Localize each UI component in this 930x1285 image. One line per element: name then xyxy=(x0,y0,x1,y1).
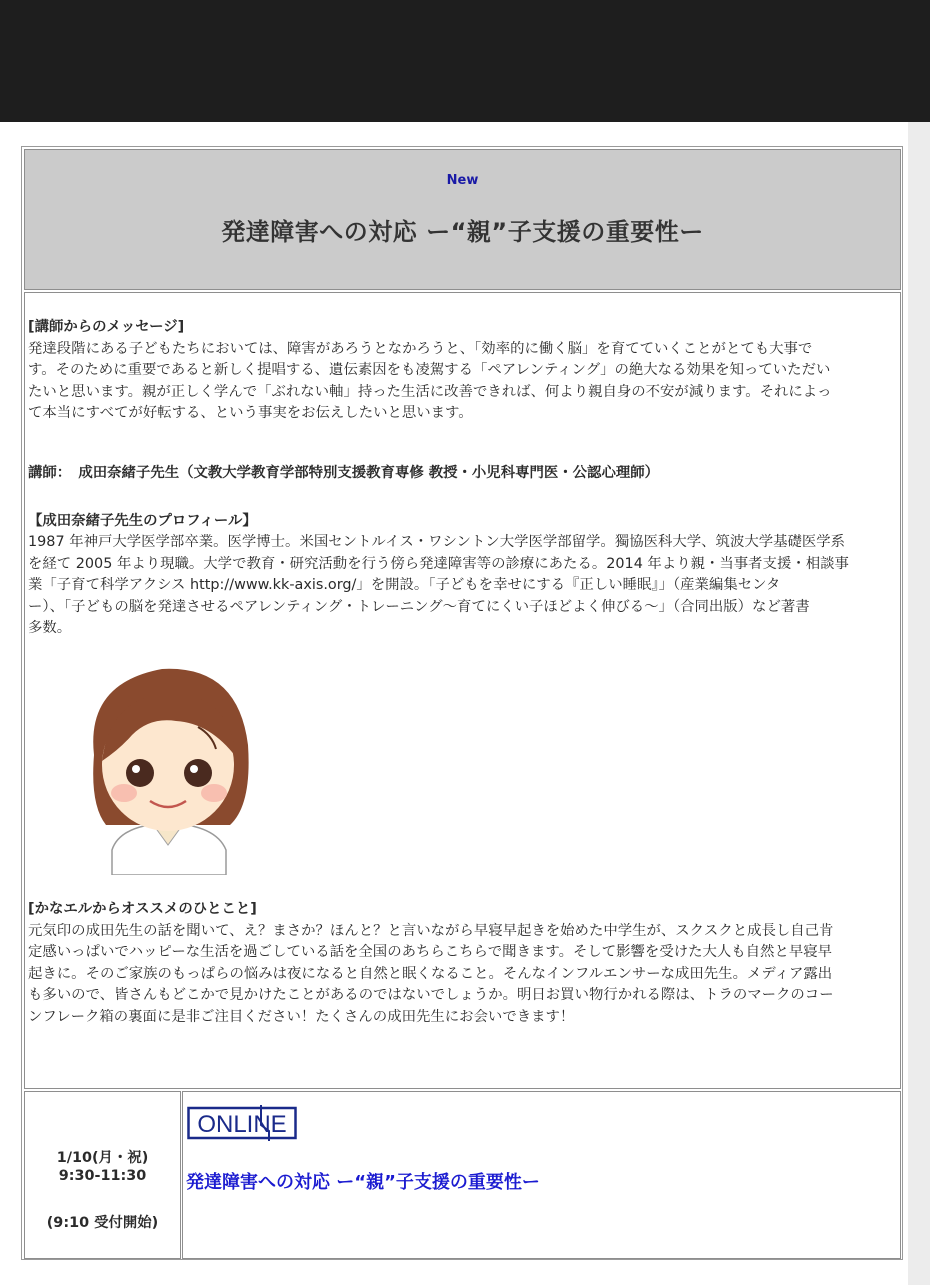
event-header xyxy=(24,149,901,290)
online-badge-icon xyxy=(187,1105,299,1141)
event-time: 9:30-11:30 xyxy=(58,1168,147,1184)
profile-line: 1987 年神戸大学医学部卒業。医学博士。米国セントルイス・ワシントン大学医学部留学。獨協医科大学、筑波大学基礎医学系 xyxy=(28,534,846,550)
new-badge: New xyxy=(446,173,479,188)
recommend-line: 起きに。そのご家族のもっぱらの悩みは夜になると自然と眠くなること。そんなインフルエンサーな成田先生。メディア露出 xyxy=(28,966,833,982)
event-reception: (9:10 受付開始) xyxy=(46,1215,159,1231)
online-badge-text: ONLINE xyxy=(197,1111,287,1138)
page-title: 発達障害への対応 ー“親”子支援の重要性ー xyxy=(221,218,704,246)
event-date: 1/10(月・祝) xyxy=(56,1150,149,1166)
recommend-heading: [かなエルからオススメのひとこと] xyxy=(28,901,257,917)
lecturer-avatar xyxy=(80,665,260,875)
message-line: す。そのために重要であると新しく提唱する、遺伝素因をも凌駕する「ペアレンティング」の絶大なる効果を知っていただい xyxy=(28,362,831,378)
recommend-line: 元気印の成田先生の話を聞いて、え？まさか？ほんと？と言いながら早寝早起きを始めた中学生が、スクスクと成長し自己肯 xyxy=(28,923,834,939)
lecturer-line: 講師： 成田奈緒子先生（文教大学教育学部特別支援教育専修 教授・小児科専門医・公認心理師） xyxy=(28,465,660,481)
event-description xyxy=(24,292,901,1089)
message-heading: [講師からのメッセージ] xyxy=(28,319,185,335)
recommend-line: 定感いっぱいでハッピーな生活を過ごしている話を全国のあちらこちらで聞きます。そして影響を受けた大人も自然と早寝早 xyxy=(28,944,833,960)
message-line: 発達段階にある子どもたちにおいては、障害があろうとなかろうと、「効率的に働く脳」を育てていくことがとても大事で xyxy=(28,341,813,357)
recommend-line: ンフレーク箱の裏面に是非ご注目ください！たくさんの成田先生にお会いできます！ xyxy=(28,1009,575,1025)
event-title-link[interactable]: 発達障害への対応 ー“親”子支援の重要性ー xyxy=(186,1172,540,1193)
message-line: たいと思います。親が正しく学んで「ぶれない軸」持った生活に改善できれば、何より親自身の不安が減ります。それによっ xyxy=(28,384,832,400)
event-detail xyxy=(182,1091,901,1259)
profile-line: を経て 2005 年より現職。大学で教育・研究活動を行う傍ら発達障害等の診療にあたる。2014 年より親・当事者支援・相談事 xyxy=(28,556,849,572)
profile-heading: 【成田奈緒子先生のプロフィール】 xyxy=(28,513,257,529)
top-bar xyxy=(0,0,930,122)
recommend-line: も多いので、皆さんもどこかで見かけたことがあるのではないでしょうか。明日お買い物行かれる際は、トラのマークのコー xyxy=(28,987,834,1003)
scrollbar-track[interactable] xyxy=(908,122,930,1285)
profile-line: 多数。 xyxy=(28,620,72,636)
event-schedule xyxy=(24,1091,181,1259)
profile-line: ー）、「子どもの脳を発達させるペアレンティング・トレーニング～育てにくい子ほどよく伸びる～」（合同出版）など著書 xyxy=(28,599,810,615)
profile-line: 業「子育て科学アクシス http://www.kk-axis.org/」を開設。「子どもを幸せにする『正しい睡眠』」（産業編集センタ xyxy=(28,577,781,593)
message-line: て本当にすべてが好転する、という事実をお伝えしたいと思います。 xyxy=(28,405,473,421)
